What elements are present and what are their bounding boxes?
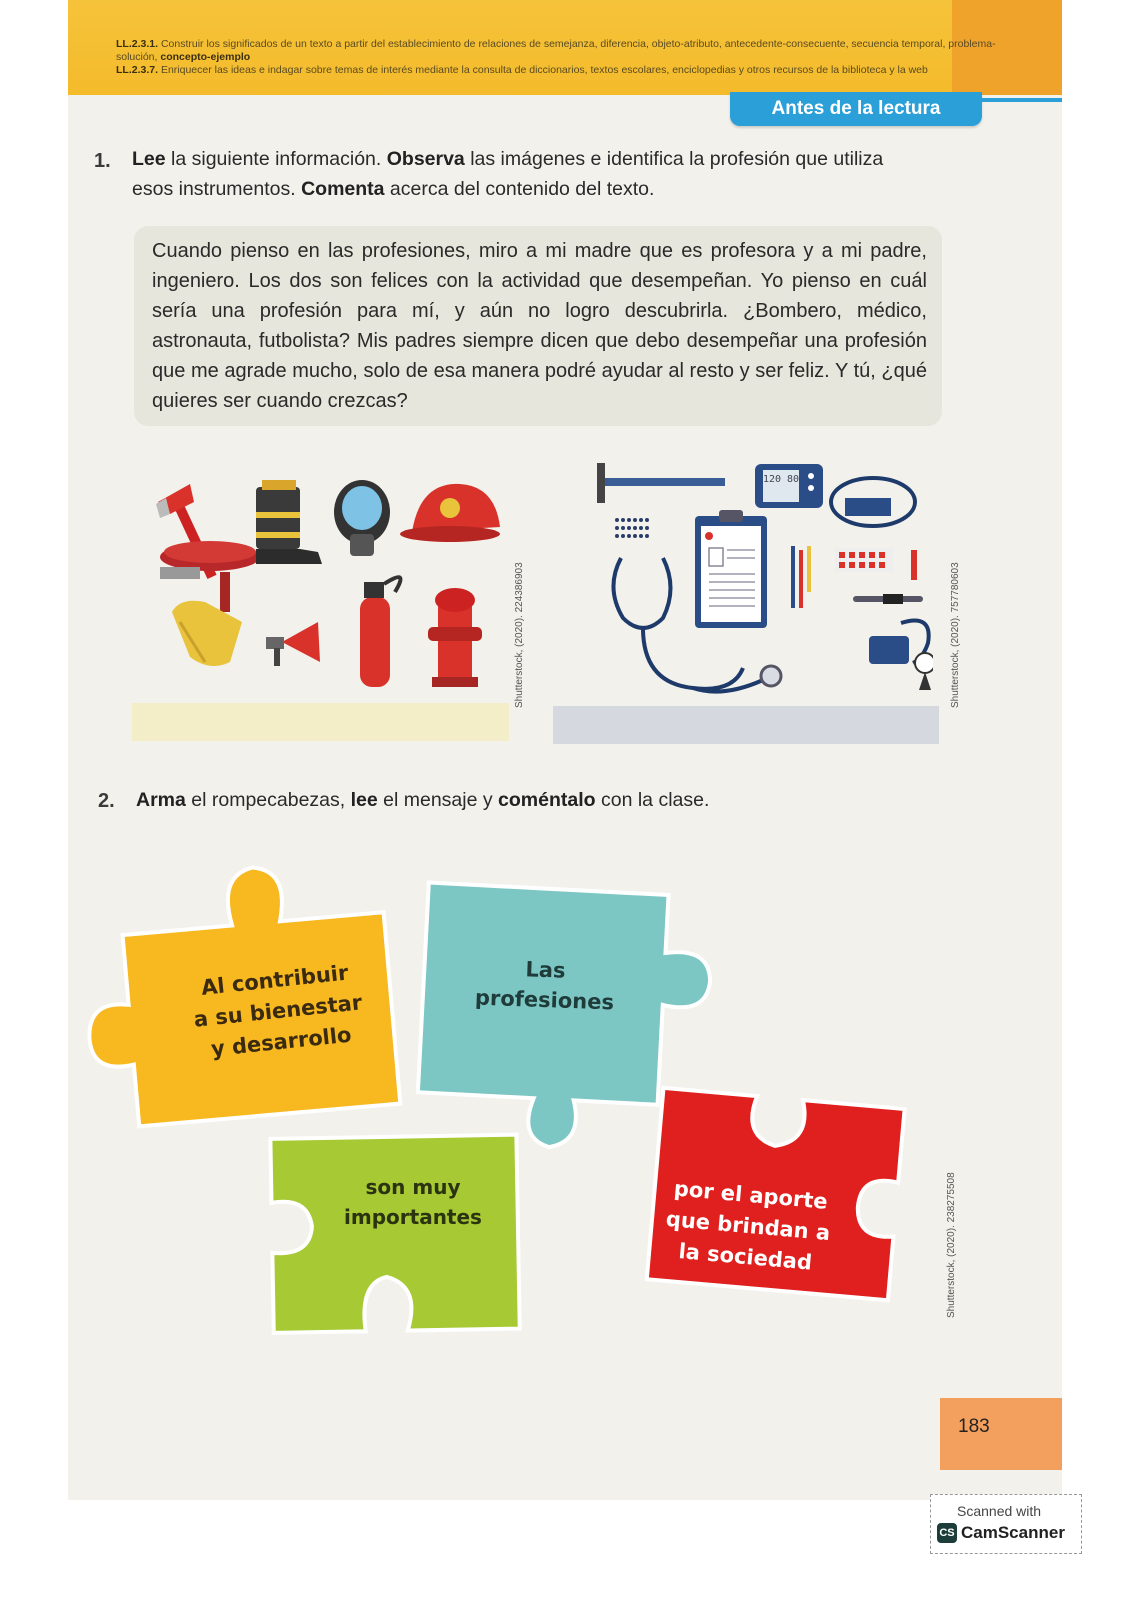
gas-mask-icon: [334, 480, 390, 556]
pill-blister-icon: [835, 548, 917, 580]
page-number: 183: [958, 1416, 990, 1437]
puzzle-text-yellow: Al contribuir a su bienestar y desarrollo: [192, 960, 364, 1062]
firefighter-tools-image: [150, 472, 510, 697]
firefighter-helmet-icon: [400, 484, 500, 542]
bp-cuff-icon: [831, 478, 915, 526]
pens-icon: [791, 546, 811, 608]
thermometer-icon: [853, 594, 923, 604]
page-number-tab: [940, 1398, 1062, 1470]
section-tab-line: [982, 98, 1062, 102]
puzzle: [68, 850, 1062, 1350]
pill-grid-icon: [613, 516, 651, 542]
reading-box: [134, 226, 942, 426]
image-credit-2: Shutterstock, (2020). 757780603: [950, 562, 961, 708]
work-gloves-icon: [172, 601, 242, 666]
question-2-text: Arma el rompecabezas, lee el mensaje y coméntalo con la clase.: [136, 789, 710, 811]
megaphone-icon: [266, 622, 320, 666]
svg-text:120 80: 120 80: [762, 474, 800, 485]
puzzle-text-teal: Las profesiones: [474, 957, 615, 1015]
reflex-hammer-icon: [597, 463, 725, 503]
puzzle-text-green: son muy importantes: [344, 1175, 482, 1229]
caption-bar-1: [132, 703, 509, 741]
textbook-page: [68, 0, 1062, 1500]
camscanner-watermark: Scanned with CS CamScanner: [930, 1494, 1082, 1554]
medical-tools-image: [583, 458, 933, 703]
skill-1: LL.2.3.1. Construir los significados de un texto a partir del establecimiento de relaciones de semejanza, diferencia, objeto-atributo, antecedente-consecuente, secuencia temporal, problema-solución, concepto-ejemplo: [116, 38, 996, 63]
fire-extinguisher-icon: [360, 577, 400, 687]
section-tab-label: Antes de la lectura: [771, 98, 941, 119]
image-credit-3: Shutterstock, (2020). 238275508: [946, 1172, 957, 1318]
fire-hydrant-icon: [428, 588, 482, 687]
image-credit-1: Shutterstock, (2020). 224386903: [514, 562, 525, 708]
puzzle-text-red: por el aporte que brindan a la sociedad: [664, 1176, 832, 1275]
skill-2: LL.2.3.7. Enriquecer las ideas e indagar sobre temas de interés mediante la consulta de diccionarios, textos escolares, enciclopedias y otros recursos de la biblioteca y la web: [116, 64, 928, 76]
clipboard-icon: [695, 510, 767, 628]
blood-pressure-monitor-icon: [755, 464, 823, 508]
handheld-bp-gauge-icon: [869, 621, 933, 691]
question-1-text: Lee la siguiente información. Observa las imágenes e identifica la profesión que utiliza esos instrumentos. Comenta acerca del contenido del texto.: [132, 148, 884, 200]
camscanner-logo-icon: CS: [937, 1523, 957, 1543]
firefighter-boots-icon: [256, 480, 322, 564]
reading-paragraph: Cuando pienso en las profesiones, miro a mi madre que es profesora y a mi padre, ingeniero. Los dos son felices con la actividad que desempeñan. Yo pienso en cuál sería una profesión para mí, y aún no logro descubrirla. ¿Bombero, médico, astronauta, futbolista? Mis padres siempre dicen que debo desempeñar una profesión que me agrade mucho, solo de esa manera podré ayudar al resto y ser feliz. Y tú, ¿qué quieres ser cuando crezcas?: [152, 240, 927, 412]
caption-bar-2: [553, 706, 939, 744]
section-tab: [730, 92, 982, 126]
question-1-number: 1.: [94, 150, 111, 172]
skills-block: [116, 38, 1016, 77]
puzzle-piece-green: [270, 1135, 519, 1333]
question-2-number: 2.: [98, 790, 115, 812]
